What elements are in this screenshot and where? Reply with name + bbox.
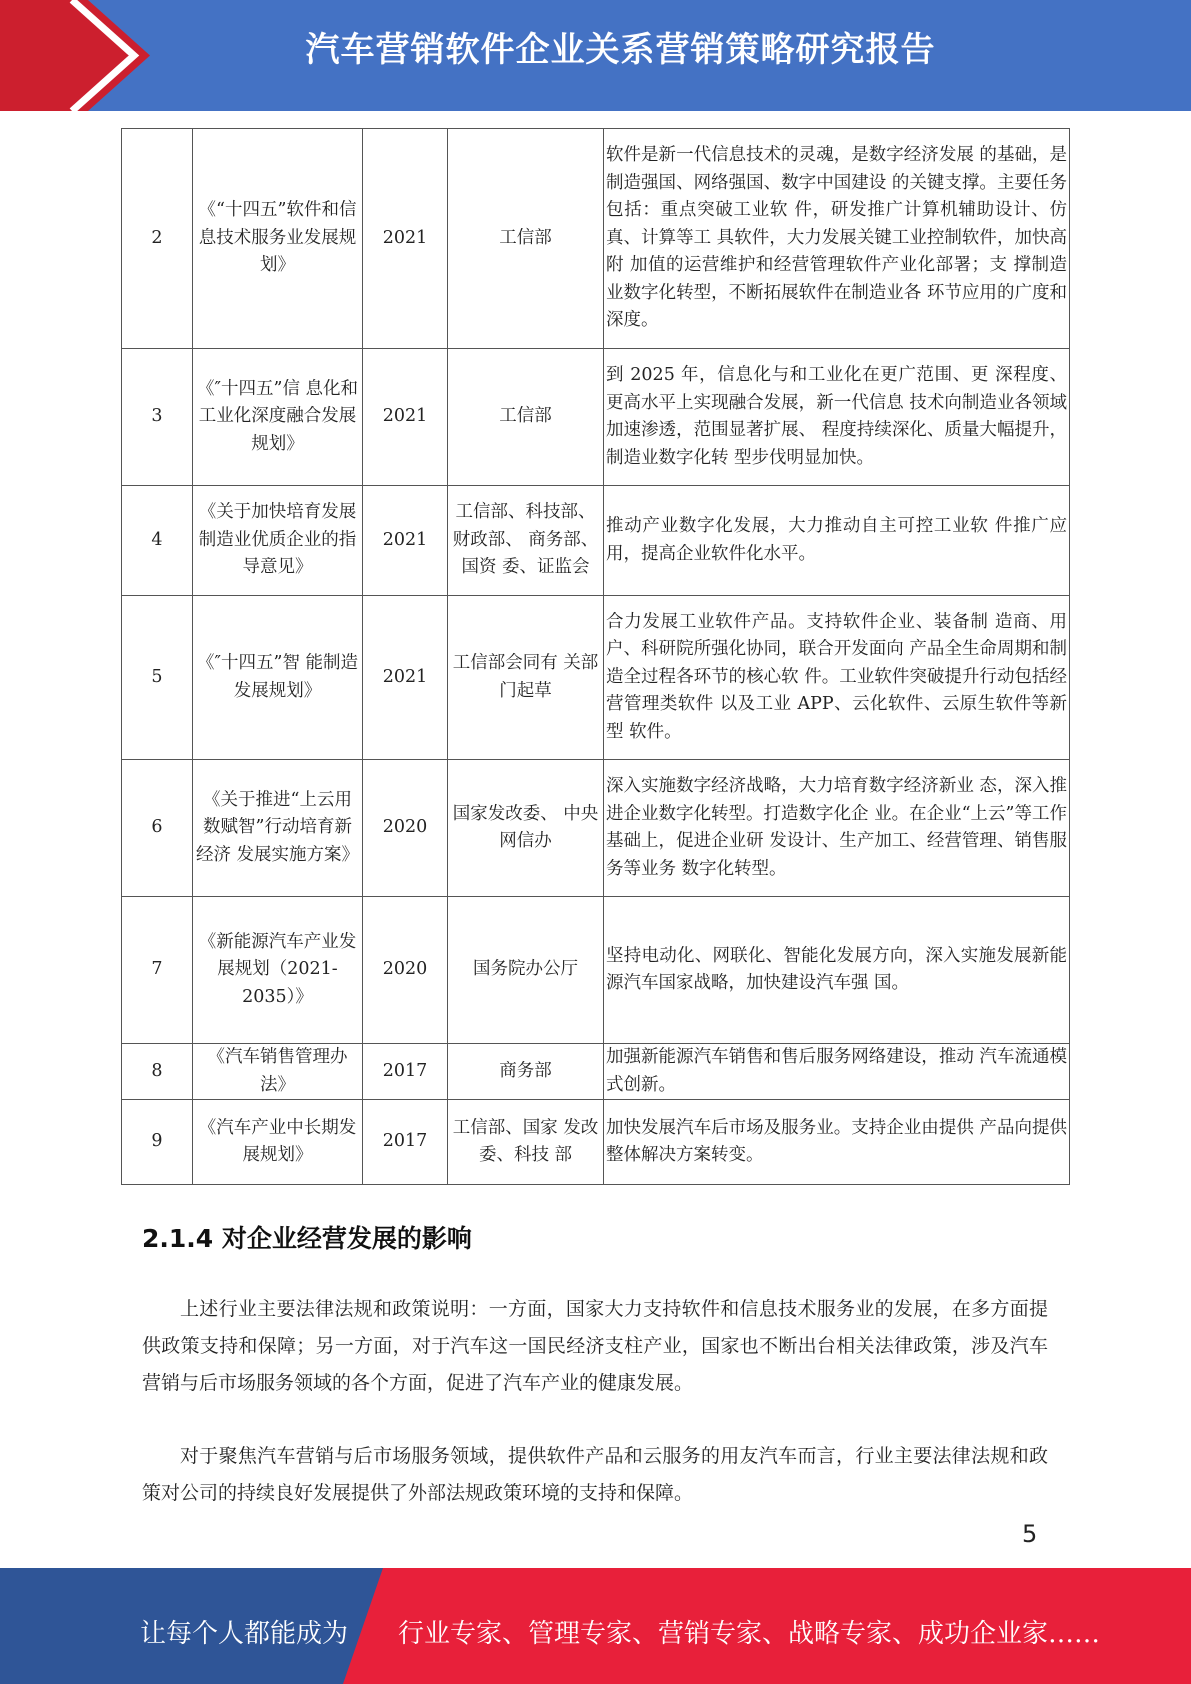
policy-name: 《″十四五”信 息化和工业化深度融合发展规划》 <box>193 349 363 486</box>
policy-description: 到 2025 年，信息化与和工业化在更广范围、更 深程度、更高水平上实现融合发展，新一代信息 技术向制造业各领域加速渗透，范围显著扩展、 程度持续深化、质量大幅提升，制造业数字化转 型步伐明显加快。 <box>604 349 1070 486</box>
page-number: 5 <box>1022 1520 1038 1548</box>
table-row <box>122 596 1070 760</box>
policy-year: 2017 <box>363 1044 448 1100</box>
row-number: 5 <box>122 596 193 760</box>
issuing-department: 工信部、科技部、财政部、 商务部、国资 委、证监会 <box>448 486 604 596</box>
policy-name: 《新能源汽车产业发展规划（2021-2035）》 <box>193 897 363 1044</box>
issuing-department: 工信部会同有 关部门起草 <box>448 596 604 760</box>
body-paragraph: 上述行业主要法律法规和政策说明：一方面，国家大力支持软件和信息技术服务业的发展，在多方面提供政策支持和保障；另一方面，对于汽车这一国民经济支柱产业，国家也不断出台相关法律政策，涉及汽车营销与后市场服务领域的各个方面，促进了汽车产业的健康发展。 <box>142 1298 1048 1394</box>
issuing-department: 工信部、国家 发改委、科技 部 <box>448 1100 604 1185</box>
policy-description: 合力发展工业软件产品。支持软件企业、装备制 造商、用户、科研院所强化协同，联合开发面向 产品全生命周期和制造全过程各环节的核心软 件。工业软件突破提升行动包括经营管理类软件 以及工业 APP、云化软件、云原生软件等新型 软件。 <box>604 596 1070 760</box>
row-number: 3 <box>122 349 193 486</box>
table-row <box>122 129 1070 349</box>
policy-year: 2021 <box>363 349 448 486</box>
table-row <box>122 1100 1070 1185</box>
table-row <box>122 760 1070 897</box>
policy-year: 2021 <box>363 486 448 596</box>
policy-name: 《关于推进“上云用数赋智”行动培育新经济 发展实施方案》 <box>193 760 363 897</box>
policy-year: 2020 <box>363 897 448 1044</box>
policy-name: 《汽车产业中长期发展规划》 <box>193 1100 363 1185</box>
policy-name: 《″十四五”智 能制造发展规划》 <box>193 596 363 760</box>
row-number: 6 <box>122 760 193 897</box>
row-number: 7 <box>122 897 193 1044</box>
row-number: 9 <box>122 1100 193 1185</box>
table-row <box>122 897 1070 1044</box>
policy-description: 深入实施数字经济战略，大力培育数字经济新业 态，深入推进企业数字化转型。打造数字化企 业。在企业“上云”等工作基础上，促进企业研 发设计、生产加工、经营管理、销售服务等业务 数字化转型。 <box>604 760 1070 897</box>
policy-year: 2021 <box>363 596 448 760</box>
policy-name: 《关于加快培育发展制造业优质企业的指导意见》 <box>193 486 363 596</box>
policy-description: 加强新能源汽车销售和售后服务网络建设，推动 汽车流通模式创新。 <box>604 1044 1070 1100</box>
policy-name: 《汽车销售管理办法》 <box>193 1044 363 1100</box>
section-heading: 2.1.4 对企业经营发展的影响 <box>142 1224 472 1253</box>
policy-description: 坚持电动化、网联化、智能化发展方向，深入实施发展新能源汽车国家战略，加快建设汽车强 国。 <box>604 897 1070 1044</box>
policy-description: 软件是新一代信息技术的灵魂，是数字经济发展 的基础，是制造强国、网络强国、数字中国建设 的关键支撑。主要任务包括：重点突破工业软 件，研发推广计算机辅助设计、仿真、计算等工 具软件，大力发展关键工业控制软件，加快高附 加值的运营维护和经营管理软件产业化部署；支 撑制造业数字化转型，不断拓展软件在制造业各 环节应用的广度和深度。 <box>604 129 1070 349</box>
body-paragraph: 对于聚焦汽车营销与后市场服务领域，提供软件产品和云服务的用友汽车而言，行业主要法律法规和政策对公司的持续良好发展提供了外部法规政策环境的支持和保障。 <box>142 1445 1048 1504</box>
issuing-department: 商务部 <box>448 1044 604 1100</box>
footer-slogan-left: 让每个人都能成为 <box>140 1619 349 1649</box>
footer-slogan-right: 行业专家、管理专家、营销专家、战略专家、成功企业家…… <box>398 1619 1101 1649</box>
policy-description: 加快发展汽车后市场及服务业。支持企业由提供 产品向提供整体解决方案转变。 <box>604 1100 1070 1185</box>
issuing-department: 国务院办公厅 <box>448 897 604 1044</box>
policy-year: 2017 <box>363 1100 448 1185</box>
row-number: 4 <box>122 486 193 596</box>
table-row <box>122 486 1070 596</box>
policy-description: 推动产业数字化发展，大力推动自主可控工业软 件推广应用，提高企业软件化水平。 <box>604 486 1070 596</box>
issuing-department: 工信部 <box>448 129 604 349</box>
page-header <box>0 0 1191 111</box>
row-number: 8 <box>122 1044 193 1100</box>
policy-year: 2020 <box>363 760 448 897</box>
issuing-department: 国家发改委、 中央网信办 <box>448 760 604 897</box>
table-row <box>122 1044 1070 1100</box>
table-row <box>122 349 1070 486</box>
policy-year: 2021 <box>363 129 448 349</box>
issuing-department: 工信部 <box>448 349 604 486</box>
report-title: 汽车营销软件企业关系营销策略研究报告 <box>305 30 936 70</box>
policy-table <box>121 128 1070 1185</box>
row-number: 2 <box>122 129 193 349</box>
policy-name: 《“十四五”软件和信息技术服务业发展规划》 <box>193 129 363 349</box>
